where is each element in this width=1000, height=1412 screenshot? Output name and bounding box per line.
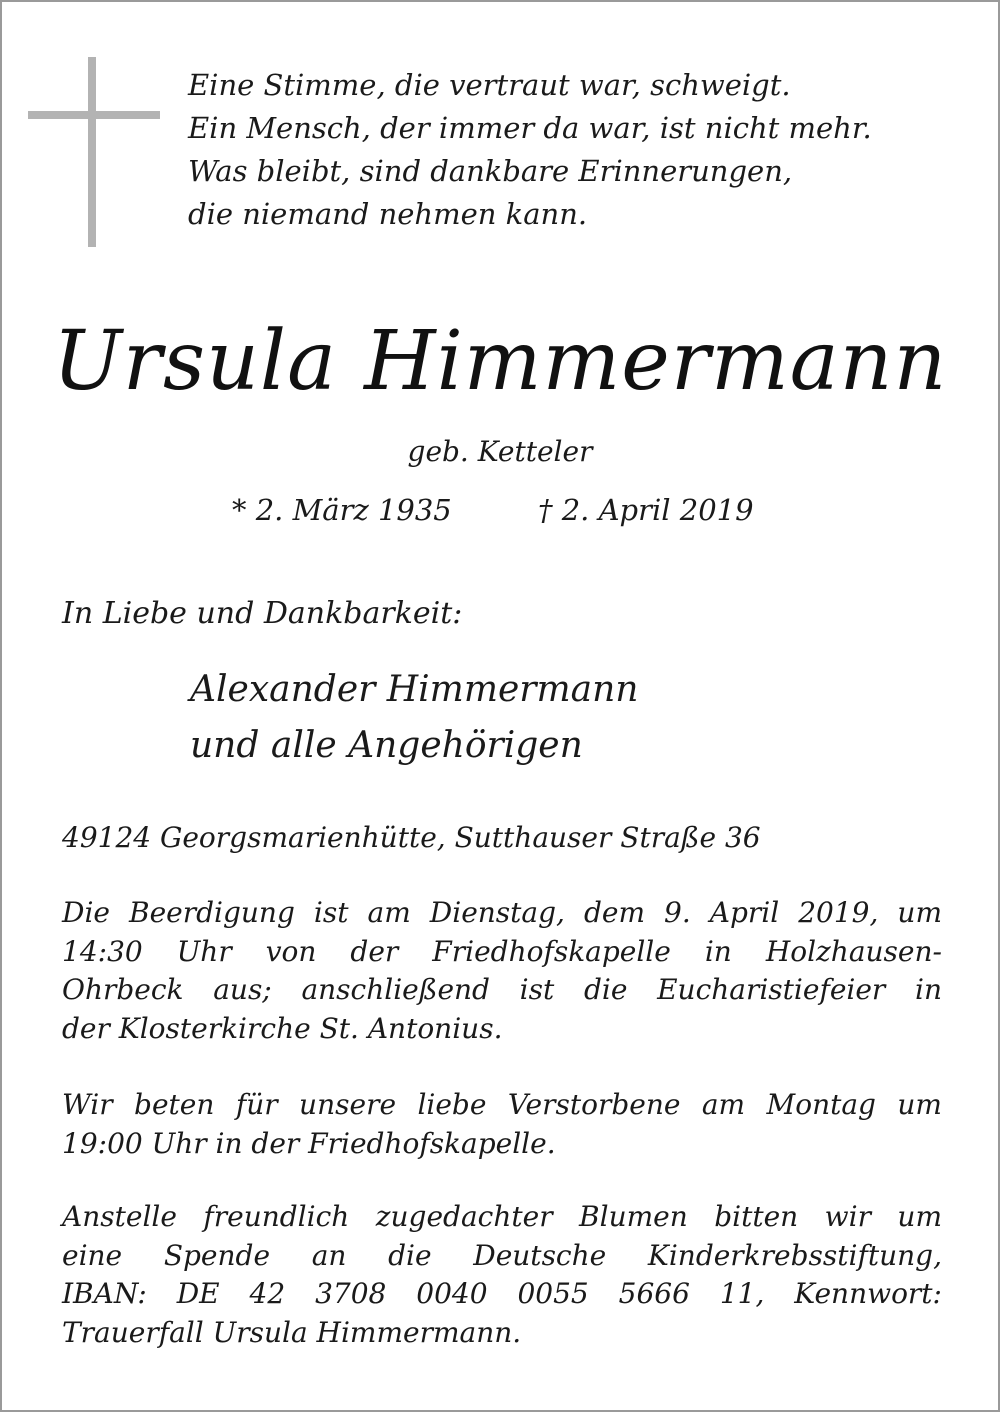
funeral-line: Die Beerdigung ist am Dienstag, dem 9. April 2019, um — [62, 896, 942, 929]
donation-line: Trauerfall Ursula Himmermann. — [62, 1315, 522, 1349]
prayer-line: 19:00 Uhr in der Friedhofskapelle. — [62, 1126, 556, 1160]
death-date: † 2. April 2019 — [538, 493, 754, 527]
cross-horizontal-bar — [28, 111, 160, 119]
mourner-line: Alexander Himmermann — [190, 669, 639, 710]
donation-info — [62, 1198, 942, 1352]
funeral-info — [62, 894, 942, 1048]
birth-name: geb. Ketteler — [407, 435, 593, 468]
funeral-line: 14:30 Uhr von der Friedhofskapelle in Holzhausen- — [62, 934, 942, 968]
poem-line: Was bleibt, sind dankbare Erinnerungen, — [188, 154, 793, 188]
family-address: 49124 Georgsmarienhütte, Sutthauser Straße 36 — [62, 821, 761, 854]
poem-line: die niemand nehmen kann. — [188, 197, 588, 231]
birth-date: * 2. März 1935 — [232, 493, 452, 527]
deceased-name: Ursula Himmermann — [52, 314, 948, 409]
poem-line: Eine Stimme, die vertraut war, schweigt. — [188, 68, 791, 102]
mourner-line: und alle Angehörigen — [190, 725, 583, 766]
poem-line: Ein Mensch, der immer da war, ist nicht mehr. — [188, 111, 872, 145]
prayer-info — [62, 1086, 942, 1163]
donation-line: Anstelle freundlich zugedachter Blumen bitten wir um — [62, 1200, 942, 1233]
funeral-line: Ohrbeck aus; anschließend ist die Eucharistiefeier in — [62, 973, 942, 1006]
memorial-poem — [188, 64, 872, 236]
donation-line: IBAN: DE 42 3708 0040 0055 5666 11, Kennwort: — [62, 1277, 942, 1310]
prayer-line: Wir beten für unsere liebe Verstorbene am Montag um — [62, 1088, 942, 1121]
donation-line: eine Spende an die Deutsche Kinderkrebsstiftung, — [62, 1238, 942, 1272]
funeral-line: der Klosterkirche St. Antonius. — [62, 1011, 503, 1045]
mourners — [190, 662, 638, 774]
cross-vertical-bar — [88, 57, 96, 247]
dedication: In Liebe und Dankbarkeit: — [62, 596, 463, 631]
